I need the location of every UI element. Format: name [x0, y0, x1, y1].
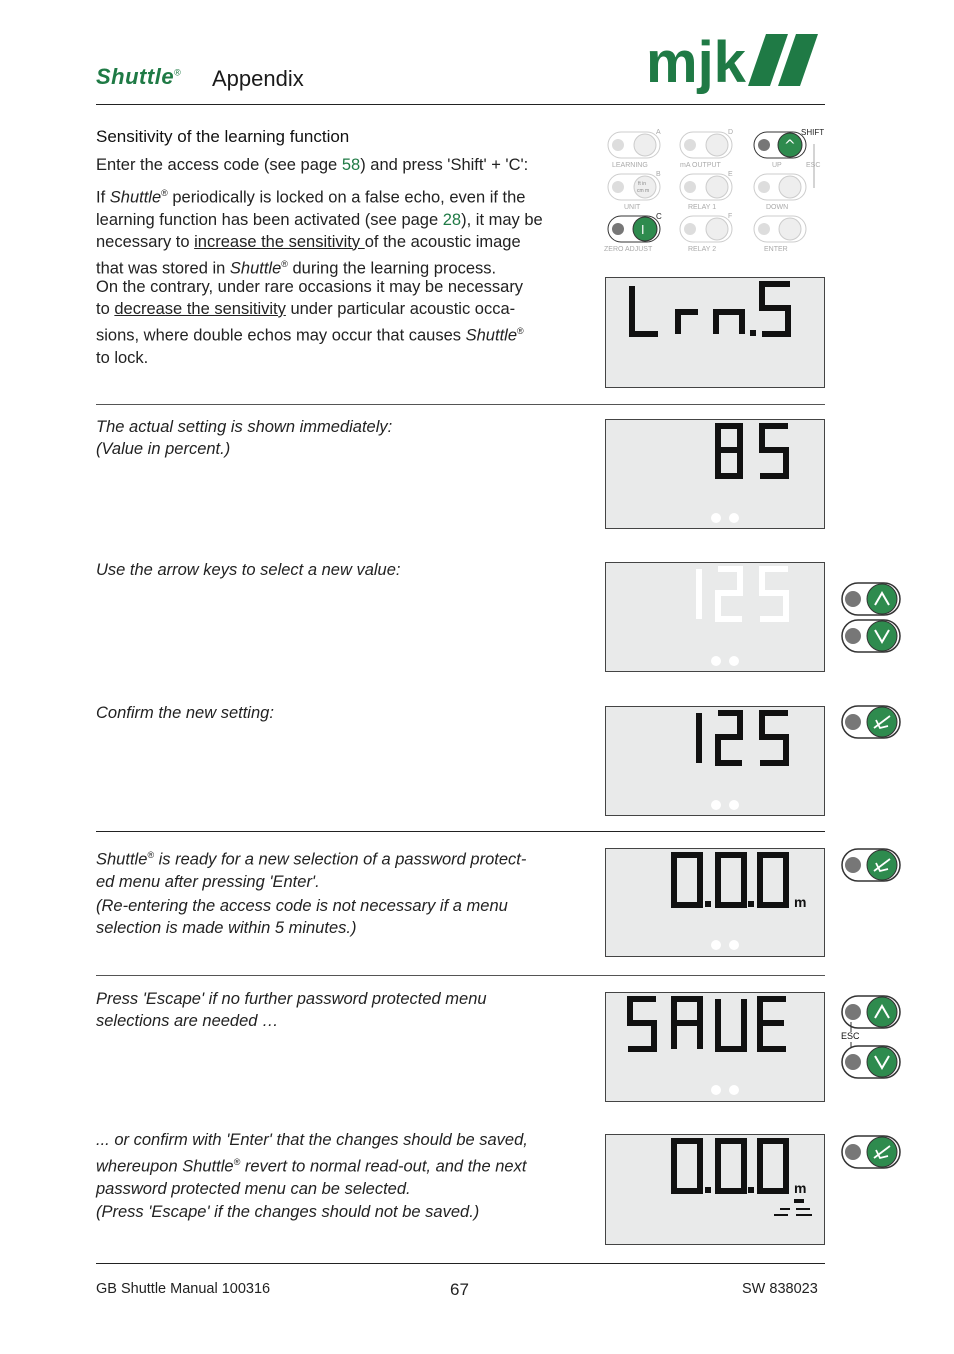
paragraph-2: If Shuttle® periodically is locked on a false echo, even if the learning function has been activated (see page 28), it may be necessary to increase the sensitivity of the acoustic image that was stored in Shuttle® during the learning process.	[96, 188, 543, 277]
lcd-display-000	[605, 848, 825, 957]
svg-text:DOWN: DOWN	[766, 204, 789, 211]
page-link-28[interactable]: 28	[442, 210, 462, 229]
unit-label: m	[794, 894, 807, 910]
svg-text:SHIFT: SHIFT	[801, 128, 825, 137]
svg-text:RELAY 1: RELAY 1	[688, 204, 717, 211]
header-rule	[96, 104, 825, 105]
svg-text:^: ^	[784, 138, 796, 154]
footer-manual-id: GB Shuttle Manual 100316	[96, 1281, 271, 1297]
lcd-display-lrns	[605, 277, 825, 388]
divider-3	[96, 975, 825, 976]
paragraph-3: On the contrary, under rare occasions it may be necessary to decrease the sensitivity under particular acoustic occa- sions, where double echos may occur that causes Shuttle® to lock.	[96, 278, 524, 367]
section-heading: Sensitivity of the learning function	[96, 127, 350, 146]
svg-text:cm m: cm m	[637, 188, 650, 194]
svg-text:UNIT: UNIT	[624, 204, 641, 211]
svg-text:ENTER: ENTER	[764, 246, 788, 253]
svg-text:F: F	[728, 213, 733, 220]
footer-sw-version: SW 838023	[742, 1281, 818, 1297]
enter-button-step-4[interactable]	[840, 847, 902, 888]
svg-text:A: A	[656, 129, 661, 136]
svg-text:LEARNING: LEARNING	[612, 162, 648, 169]
signal-icon	[774, 1201, 812, 1215]
svg-text:C: C	[656, 212, 662, 221]
up-button[interactable]	[840, 581, 902, 622]
svg-text:E: E	[728, 171, 733, 178]
svg-text:mA OUTPUT: mA OUTPUT	[680, 162, 721, 169]
keypad-row-3	[604, 212, 806, 253]
lcd-display-save	[605, 992, 825, 1102]
step-4-note: (Re-entering the access code is not necessary if a menu selection is made within 5 minutes.)	[96, 897, 508, 937]
svg-text:B: B	[656, 171, 661, 178]
step-3-text: Confirm the new setting:	[96, 704, 274, 722]
svg-text:UP: UP	[772, 162, 782, 169]
step-1-text: The actual setting is shown immediately: (Value in percent.)	[96, 418, 393, 458]
enter-button-step-6[interactable]	[840, 1134, 902, 1175]
svg-text:RELAY 2: RELAY 2	[688, 246, 717, 253]
lcd-display-000-final	[605, 1134, 825, 1245]
svg-text:ft in: ft in	[638, 181, 647, 187]
step-5-text: Press 'Escape' if no further password protected menu selections are needed …	[96, 990, 487, 1030]
svg-text:ZERO ADJUST: ZERO ADJUST	[604, 246, 653, 253]
page-link-58[interactable]: 58	[341, 156, 361, 174]
esc-key-combo[interactable]	[840, 994, 904, 1091]
lcd-display-125	[605, 706, 825, 816]
page-title: Appendix	[212, 66, 304, 91]
step-6-text: ... or confirm with 'Enter' that the changes should be saved, whereupon Shuttle® revert to normal read-out, and the next password protected menu can be selected.	[96, 1131, 528, 1198]
svg-text:mjk: mjk	[646, 30, 746, 95]
lcd-display-85	[605, 419, 825, 529]
page-number: 67	[450, 1280, 469, 1299]
brand-name: Shuttle®	[96, 64, 182, 89]
svg-text:D: D	[728, 129, 734, 136]
divider-2	[96, 831, 825, 832]
step-6-note: (Press 'Escape' if the changes should not be saved.)	[96, 1203, 480, 1221]
keypad-row-2	[608, 171, 806, 211]
svg-text:I: I	[641, 223, 645, 237]
footer-rule	[96, 1263, 825, 1264]
esc-label: ESC	[841, 1031, 860, 1041]
mjk-logo	[646, 30, 826, 107]
unit-label: m	[794, 1180, 807, 1196]
down-button[interactable]	[840, 618, 902, 659]
lcd-display-125-blinking	[605, 562, 825, 672]
lcd-lrns-segments	[606, 278, 824, 387]
intro-paragraph: Enter the access code (see page 58) and press 'Shift' + 'C':	[96, 156, 529, 174]
enter-button-step-3[interactable]	[840, 704, 902, 745]
step-2-text: Use the arrow keys to select a new value:	[96, 561, 401, 579]
divider-1	[96, 404, 825, 405]
svg-text:ESC: ESC	[806, 162, 821, 169]
step-4-text: Shuttle® is ready for a new selection of a password protect- ed menu after pressing 'Enter'.	[96, 850, 527, 891]
keypad-diagram	[600, 124, 830, 265]
